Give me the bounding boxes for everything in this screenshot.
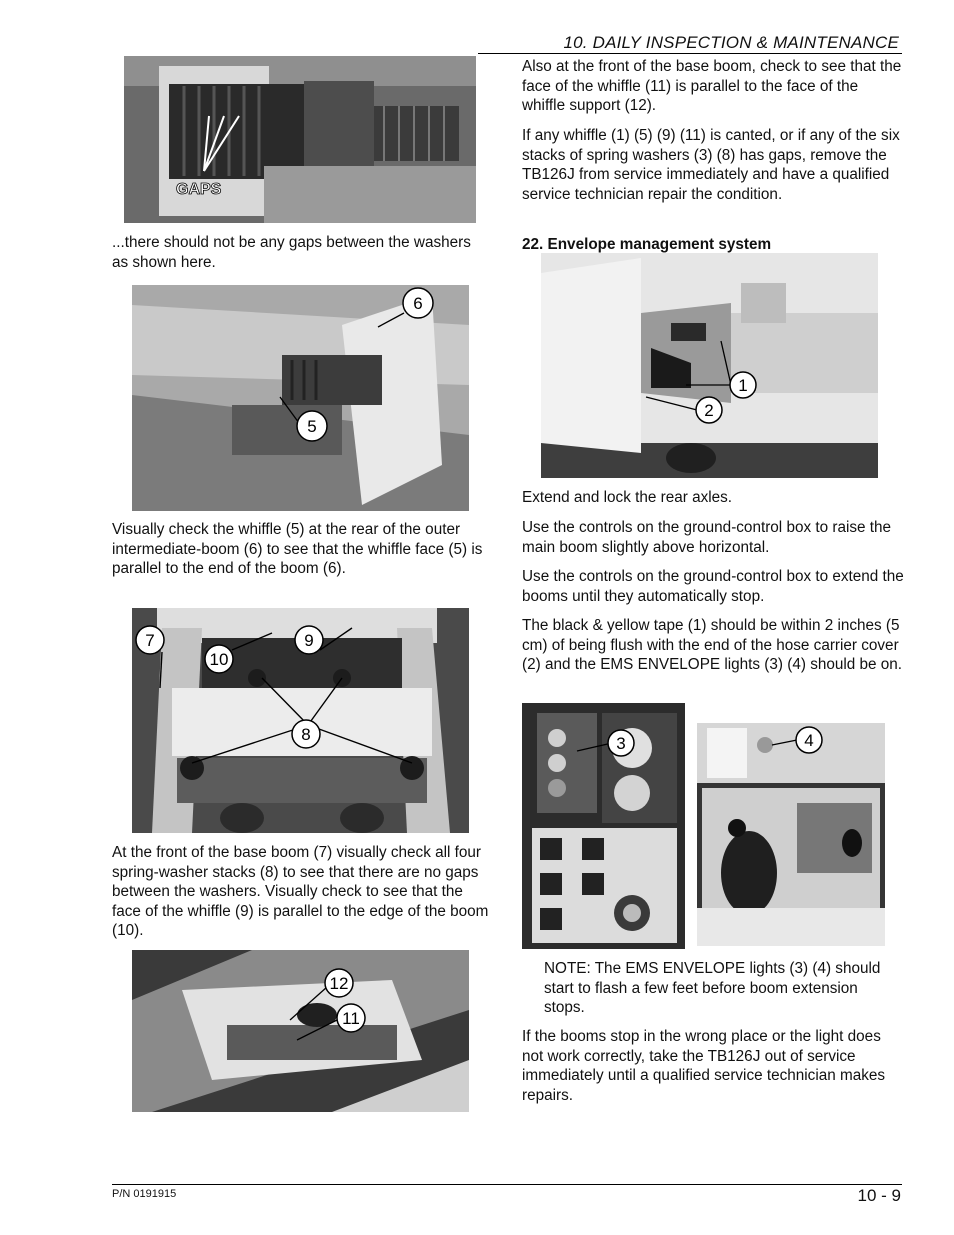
callout-4: 4	[804, 731, 814, 750]
callout-10: 10	[209, 650, 229, 669]
para-raise-boom: Use the controls on the ground-control box to raise the main boom slightly above horizontal.	[522, 519, 892, 556]
photo-whiffle-rear	[132, 285, 469, 511]
footer-rule	[112, 1184, 902, 1185]
header-rule	[478, 53, 902, 54]
callout-11: 11	[342, 1009, 360, 1028]
callout-12: 12	[329, 974, 349, 993]
para-extend-booms: Use the controls on the ground-control box to extend the booms until they automatically stop.	[522, 568, 904, 605]
para-canted: If any whiffle (1) (5) (9) (11) is canted, or if any of the six stacks of spring washers (3) (8) has gaps, remove the TB126J from service immediately and have a qualified service technician repair the condition.	[522, 127, 900, 203]
callout-5: 5	[307, 417, 317, 436]
callout-9: 9	[304, 631, 314, 650]
photo-washer-gaps	[124, 56, 476, 223]
callout-3: 3	[616, 734, 626, 753]
callout-6: 6	[413, 294, 423, 313]
callout-7: 7	[145, 631, 155, 650]
heading-ems: 22. Envelope management system	[522, 236, 772, 253]
note-flash: NOTE: The EMS ENVELOPE lights (3) (4) should start to flash a few feet before boom extension stops.	[544, 960, 881, 1017]
callout-8: 8	[301, 725, 311, 744]
section-title: 10. DAILY INSPECTION & MAINTENANCE	[563, 33, 899, 52]
footer-page-number: 10 - 9	[857, 1186, 901, 1205]
para-front-whiffle: Also at the front of the base boom, check to see that the face of the whiffle (11) is parallel to the face of the whiffle support (12).	[522, 58, 902, 115]
footer-part-number: P/N 0191915	[112, 1188, 177, 1200]
photo-hose-carrier	[541, 253, 878, 478]
para-extend-axles: Extend and lock the rear axles.	[522, 489, 733, 506]
para-wrong-place: If the booms stop in the wrong place or the light does not work correctly, take the TB126J out of service immediately until a qualified service technician makes repairs.	[522, 1028, 886, 1104]
para-front-base: At the front of the base boom (7) visually check all four spring-washer stacks (8) to see that there are no gaps between the washers. Visually check to see that the face of the whiffle (9) is parallel to the edge of the boom (10).	[112, 844, 489, 940]
photo-whiffle-support	[132, 950, 469, 1112]
gaps-label: GAPS	[176, 181, 222, 198]
callout-1: 1	[738, 376, 748, 395]
photo-control-panel-right	[697, 723, 885, 946]
callout-2: 2	[704, 401, 714, 420]
photo-front-base-boom	[132, 608, 469, 833]
caption-gaps: ...there should not be any gaps between the washers as shown here.	[112, 234, 471, 271]
para-tape: The black & yellow tape (1) should be within 2 inches (5 cm) of being flush with the end of the hose carrier cover (2) and the EMS ENVELOPE lights (3) (4) should be on.	[522, 617, 903, 674]
photo-control-panel-left	[522, 703, 685, 949]
para-whiffle-rear: Visually check the whiffle (5) at the rear of the outer intermediate-boom (6) to see that the whiffle face (5) is parallel to the end of the boom (6).	[112, 521, 483, 578]
